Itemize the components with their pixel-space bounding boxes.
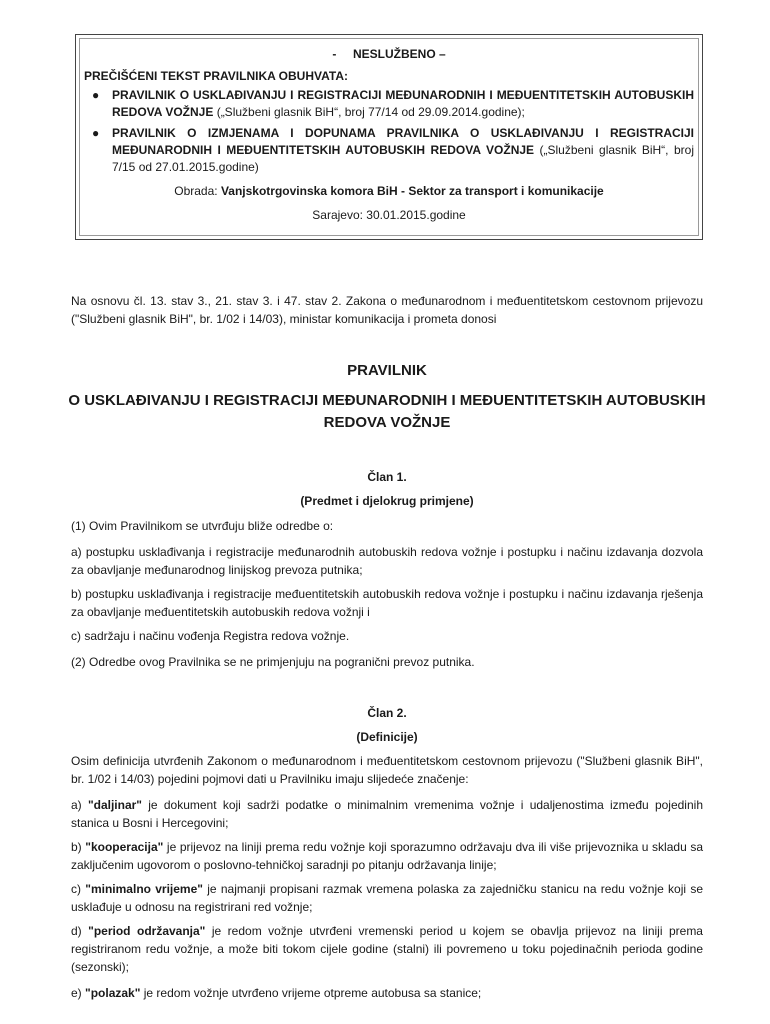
header-box [79, 38, 699, 236]
definition-term: "daljinar" [87, 798, 142, 812]
definition-item [71, 880, 703, 916]
bullet-icon: ● [92, 126, 100, 140]
definition-prefix: c) [71, 882, 86, 896]
article-1-number: Član 1. [367, 470, 407, 484]
intro-paragraph: Na osnovu čl. 13. stav 3., 21. stav 3. i 47. stav 2. Zakona o međunarodnom i međuentitetskom cestovnom prijevozu ("Službeni glasnik BiH", br. 1/02 i 14/03), ministar komunikacija i prometa donosi [71, 294, 703, 326]
unofficial-dash: - [332, 47, 337, 61]
article-1-item-c: c) sadržaju i načinu vođenja Registra redova vožnje. [71, 629, 350, 643]
list-item [84, 125, 694, 176]
definition-prefix: e) [71, 986, 86, 1000]
definition-text: je redom vožnje utvrđeni vremenski period u kojem se obavlja prijevoz na liniji prema registriranom redu vožnje, a može biti tokom cijele godine (stalni) ili povremeno u toku pojedinačnih perioda godine (sezonski); [71, 924, 703, 974]
article-1-p2: (2) Odredbe ovog Pravilnika se ne primjenjuju na pogranični prevoz putnika. [71, 655, 475, 669]
definition-prefix: b) [71, 840, 86, 854]
definition-text: je dokument koji sadrži podatke o minimalnim vremenima vožnje i udaljenostima između pojedinih stanica u Bosni i Hercegovini; [71, 798, 703, 830]
consolidated-label: PREČIŠĆENI TEKST PRAVILNIKA OBUHVATA: [84, 69, 349, 83]
bullet-icon: ● [92, 88, 100, 102]
item-title: PRAVILNIK O USKLAĐIVANJU I REGISTRACIJI MEĐUNARODNIH I MEĐUENTITETSKIH AUTOBUSKIH REDOVA VOŽNJE [112, 88, 694, 119]
unofficial-label [84, 45, 694, 63]
definition-item [71, 838, 703, 874]
article-1-p1: (1) Ovim Pravilnikom se utvrđuju bliže odredbe o: [71, 519, 334, 533]
definition-term: "kooperacija" [85, 840, 164, 854]
definition-term: "minimalno vrijeme" [85, 882, 203, 896]
item-reference: („Službeni glasnik BiH“, broj 77/14 od 29.09.2014.godine); [213, 105, 525, 119]
definition-text: je redom vožnje utvrđeno vrijeme otpreme autobusa sa stanice; [140, 986, 482, 1000]
article-1-heading: (Predmet i djelokrug primjene) [300, 494, 474, 508]
definition-term: "period održavanja" [88, 924, 206, 938]
definition-item [71, 796, 703, 832]
article-1-item-b: b) postupku usklađivanja i registracije međuentitetskih autobuskih redova vožnje i postupku i načinu izdavanja rješenja za obavljanje međuentitetskih autobuskih redova vožnji i [71, 587, 703, 619]
processing-line [84, 182, 694, 200]
article-2-heading: (Definicije) [356, 730, 418, 744]
item-reference: („Službeni glasnik BiH“, broj 7/15 od 27.01.2015.godine) [112, 143, 694, 174]
date-line: Sarajevo: 30.01.2015.godine [312, 208, 466, 222]
article-2-intro: Osim definicija utvrđenih Zakonom o međunarodnom i međuentitetskom cestovnom prijevozu ("Službeni glasnik BiH", br. 1/02 i 14/03) pojedini pojmovi dati u Pravilniku imaju slijedeće značenje: [71, 754, 703, 786]
consolidated-list [84, 87, 694, 176]
unofficial-text: NESLUŽBENO – [352, 47, 446, 61]
definition-item [71, 922, 703, 976]
article-2-number: Član 2. [367, 706, 407, 720]
definition-term: "polazak" [85, 986, 141, 1000]
processing-label: Obrada: [174, 184, 221, 198]
processing-org: Vanjskotrgovinska komora BiH - Sektor za transport i komunikacije [220, 184, 604, 198]
definition-prefix: d) [71, 924, 89, 938]
definition-prefix: a) [71, 798, 88, 812]
document-title: PRAVILNIK [347, 362, 427, 379]
article-1-item-a: a) postupku usklađivanja i registracije međunarodnih autobuskih redova vožnje i postupku i načinu izdavanja dozvola za obavljanje međunarodnog linijskog prevoza putnika; [71, 545, 703, 577]
definition-text: je najmanji propisani razmak vremena polaska za zajedničku stanicu na redu vožnje koji se usklađuje u odnosu na registrirani red vožnje; [71, 882, 703, 914]
definition-text: je prijevoz na liniji prema redu vožnje koji sporazumno održavaju dva ili više prijevoznika u skladu sa zaključenim ugovorom o poslovno-tehničkoj saradnji po pitanju održavanja linije; [71, 840, 703, 872]
definition-item [71, 984, 703, 1002]
list-item [84, 87, 694, 121]
header-frame [75, 34, 703, 240]
item-title: PRAVILNIK O IZMJENAMA I DOPUNAMA PRAVILNIKA O USKLAĐIVANJU I REGISTRACIJI MEĐUNARODNIH I MEĐUENTITETSKIH AUTOBUSKIH REDOVA VOŽNJE [112, 126, 694, 157]
document-subtitle: O USKLAĐIVANJU I REGISTRACIJI MEĐUNARODNIH I MEĐUENTITETSKIH AUTOBUSKIH REDOVA VOŽNJE [68, 392, 706, 431]
